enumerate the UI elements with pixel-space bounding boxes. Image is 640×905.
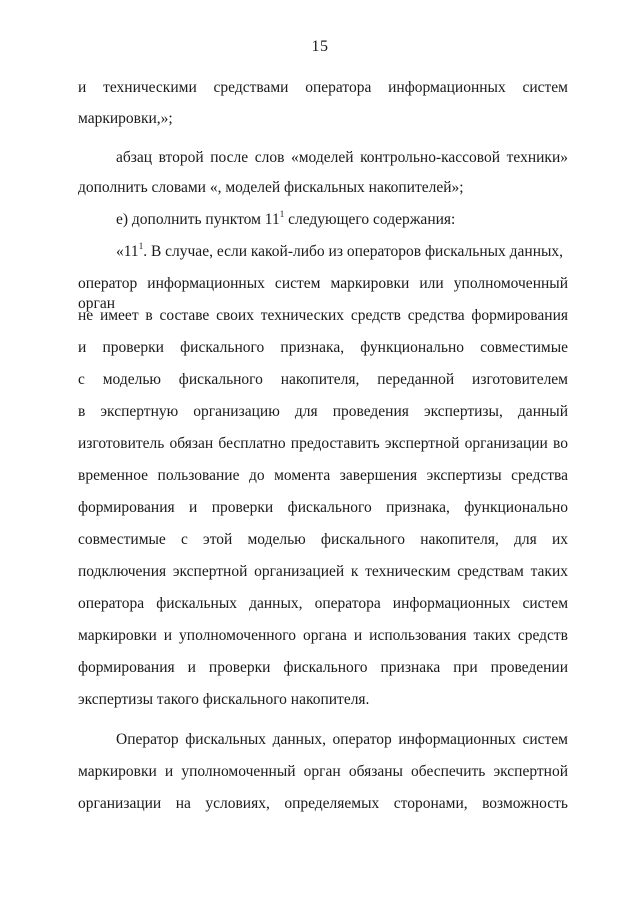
text-line: дополнить словами «, моделей фискальных накопителей»; bbox=[78, 179, 464, 196]
text-line: в экспертную организацию для проведения экспертизы, данный bbox=[78, 403, 568, 420]
text-line: совместимые с этой моделью фискального накопителя, для их bbox=[78, 531, 568, 548]
text-line: с моделью фискального накопителя, переданной изготовителем bbox=[78, 371, 568, 388]
text-line: маркировки и уполномоченного органа и использования таких средств bbox=[78, 627, 568, 644]
text-line: не имеет в составе своих технических средств средства формирования bbox=[78, 307, 568, 324]
text-line: подключения экспертной организацией к техническим средствам таких bbox=[78, 563, 568, 580]
text-line: оператор информационных систем маркировки или уполномоченный орган bbox=[78, 275, 568, 312]
text-line: изготовитель обязан бесплатно предоставить экспертной организации во bbox=[78, 435, 568, 452]
text-line: маркировки и уполномоченный орган обязаны обеспечить экспертной bbox=[78, 763, 568, 780]
text-line: и проверки фискального признака, функционально совместимые bbox=[78, 339, 568, 356]
text-line: формирования и проверки фискального признака, функционально bbox=[78, 499, 568, 516]
text-fragment: «11 bbox=[116, 243, 139, 260]
text-line: и техническими средствами оператора информационных систем bbox=[78, 79, 568, 96]
superscript: 1 bbox=[138, 241, 144, 251]
text-fragment: . В случае, если какой-либо из операторов фискальных данных, bbox=[143, 243, 564, 260]
text-line: формирования и проверки фискального признака при проведении bbox=[78, 659, 568, 676]
superscript: 1 bbox=[279, 209, 285, 219]
text-line: оператора фискальных данных, оператора информационных систем bbox=[78, 595, 568, 612]
text-line: абзац второй после слов «моделей контрольно-кассовой техники» bbox=[116, 149, 568, 166]
text-line-with-superscript bbox=[116, 210, 568, 230]
text-fragment: следующего содержания: bbox=[284, 211, 456, 228]
text-fragment: е) дополнить пунктом 11 bbox=[116, 211, 280, 228]
text-line: организации на условиях, определяемых сторонами, возможность bbox=[78, 795, 568, 812]
text-line: маркировки,»; bbox=[78, 110, 173, 127]
text-line: Оператор фискальных данных, оператор информационных систем bbox=[116, 731, 568, 748]
text-line: экспертизы такого фискального накопителя. bbox=[78, 691, 370, 708]
page-number: 15 bbox=[311, 38, 329, 55]
text-line: временное пользование до момента завершения экспертизы средства bbox=[78, 467, 568, 484]
text-line-with-superscript bbox=[116, 242, 568, 262]
